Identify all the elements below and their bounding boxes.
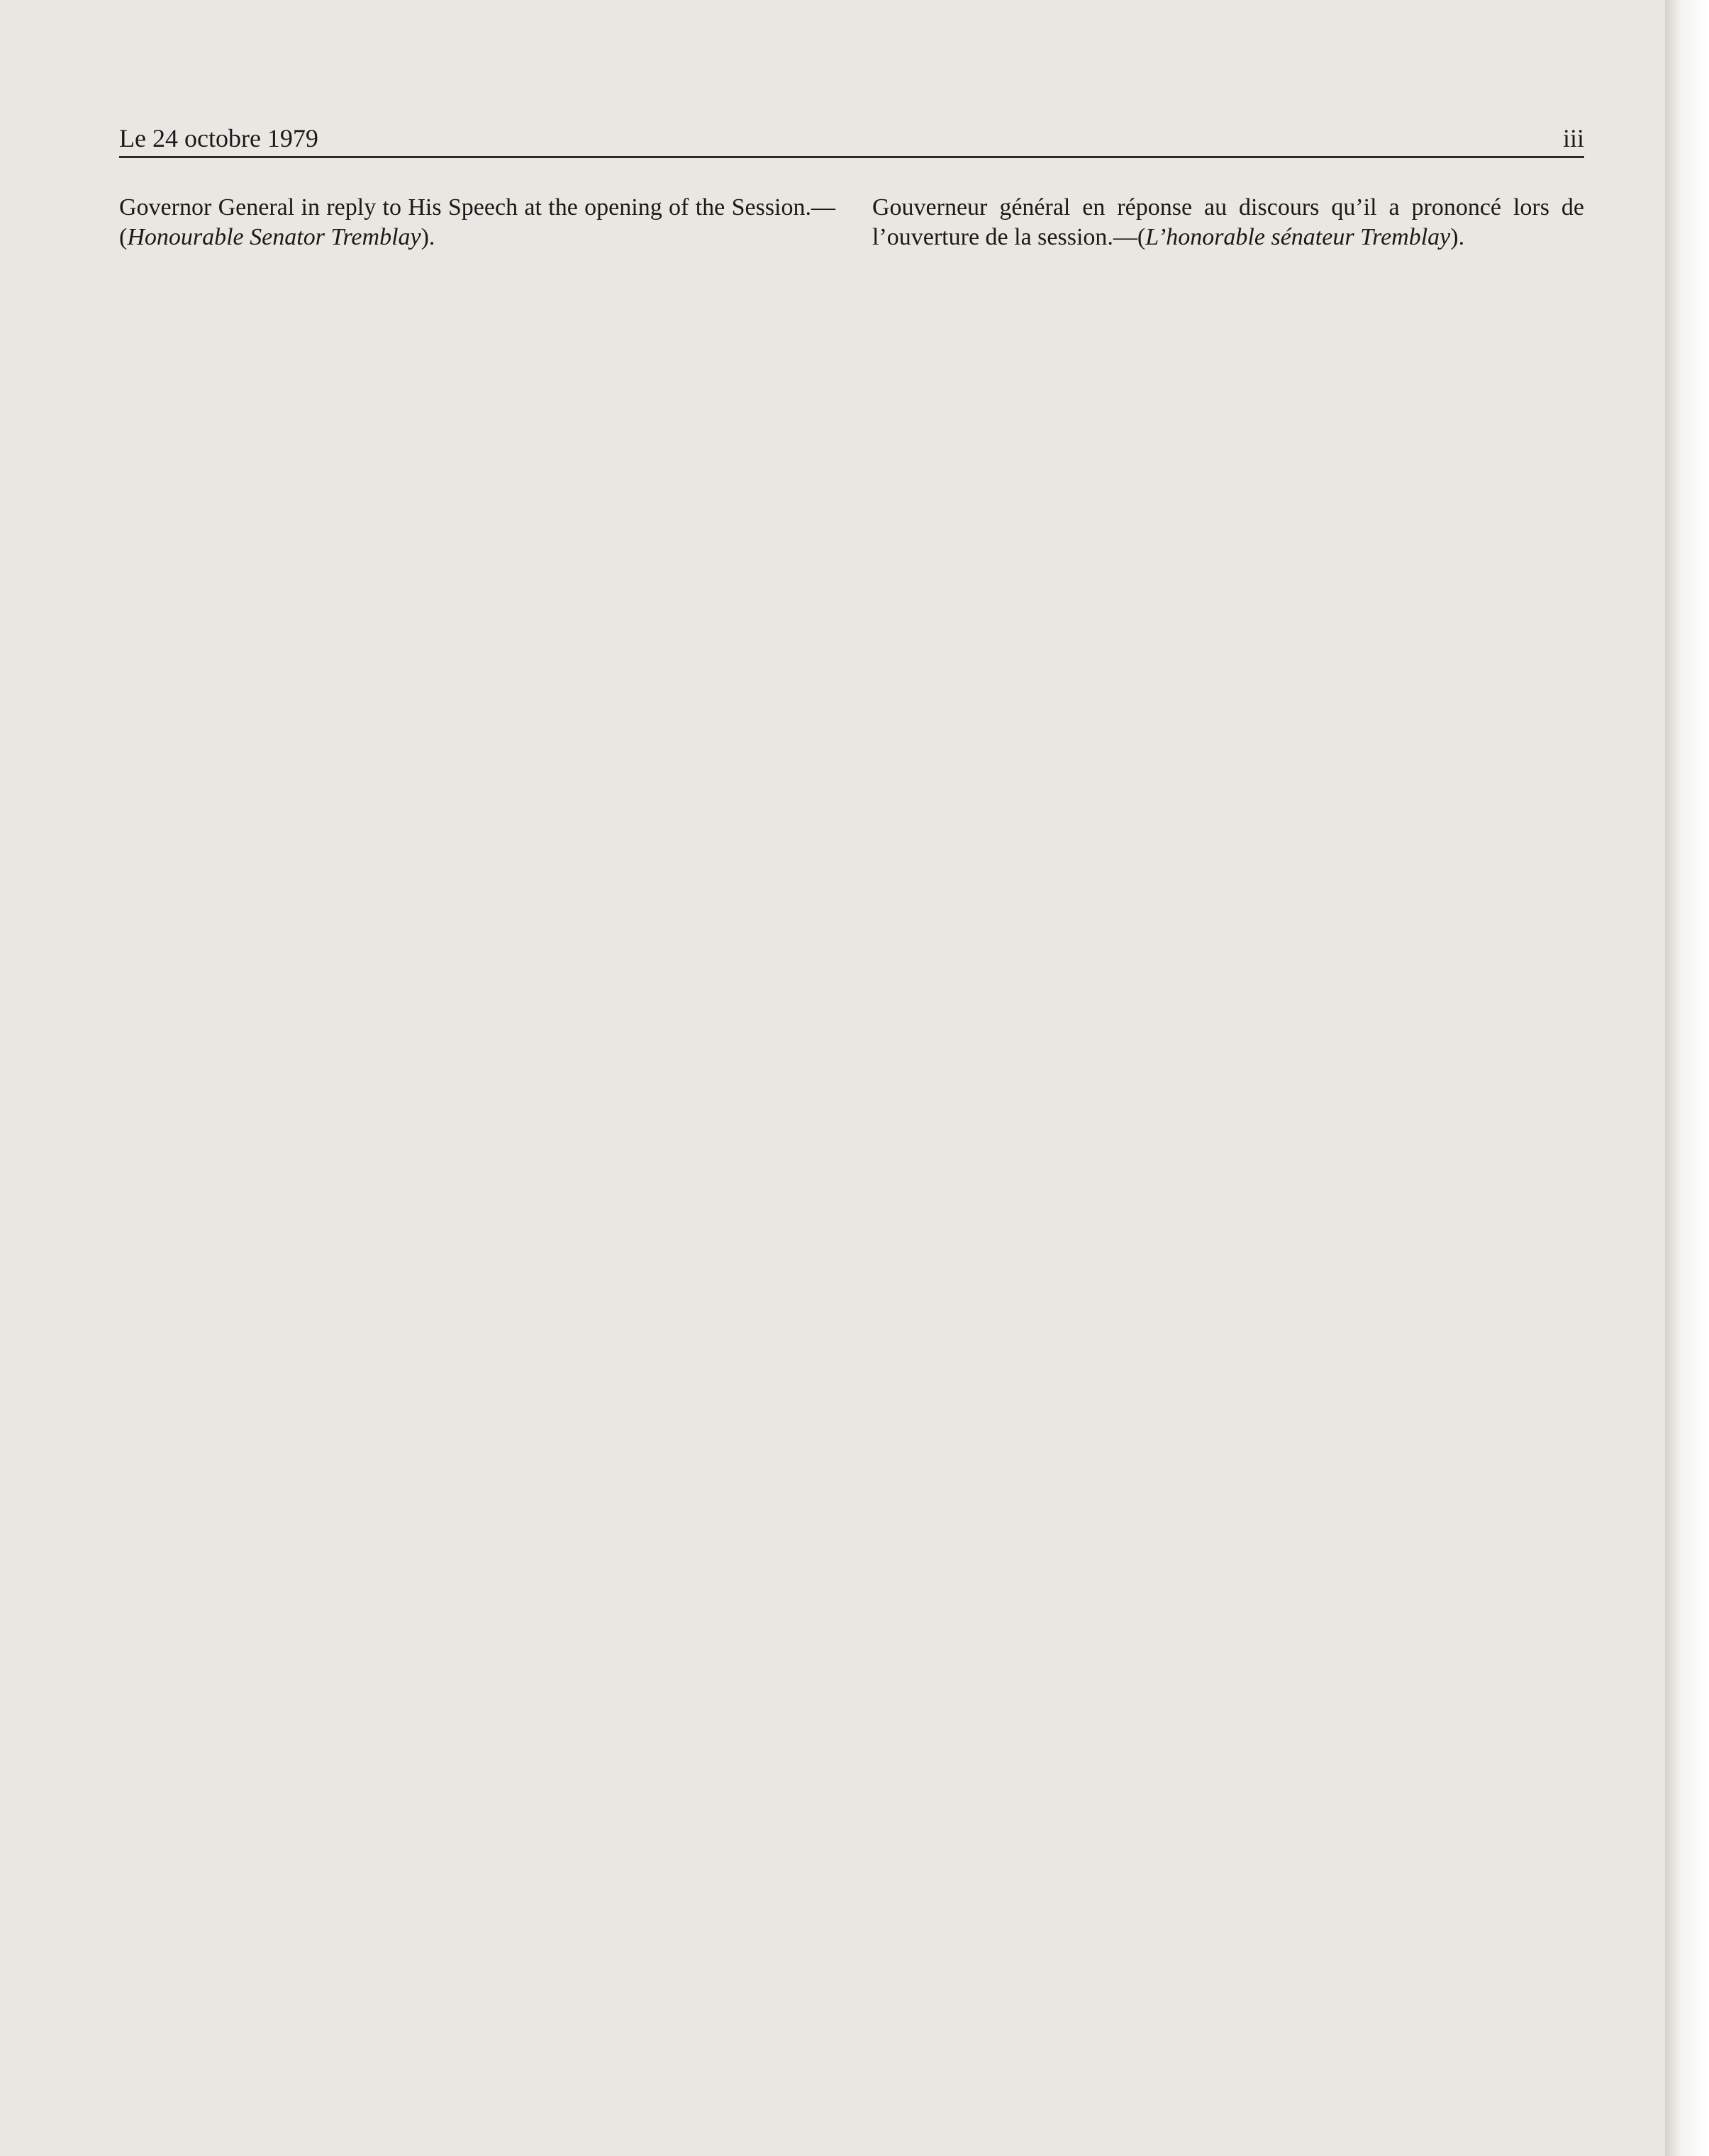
english-text: Governor General in reply to His Speech at the opening of the Session.—(	[119, 194, 835, 250]
english-closing: ).	[421, 224, 435, 250]
page-edge	[1665, 0, 1709, 2156]
french-paragraph	[872, 193, 1584, 252]
english-column	[119, 193, 835, 252]
english-paragraph	[119, 193, 835, 252]
page-number: iii	[1562, 124, 1584, 152]
french-closing: ).	[1450, 224, 1465, 250]
show-through-background	[135, 298, 1581, 2070]
french-senator: L’honorable sénateur Tremblay	[1145, 224, 1451, 250]
english-senator: Honourable Senator Tremblay	[127, 224, 421, 250]
page-header	[119, 121, 1584, 158]
header-date: Le 24 octobre 1979	[119, 124, 318, 152]
french-text: Gouverneur général en réponse au discours qu’il a prononcé lors de l’ouverture de la session.—(	[872, 194, 1584, 250]
french-column	[872, 193, 1584, 252]
